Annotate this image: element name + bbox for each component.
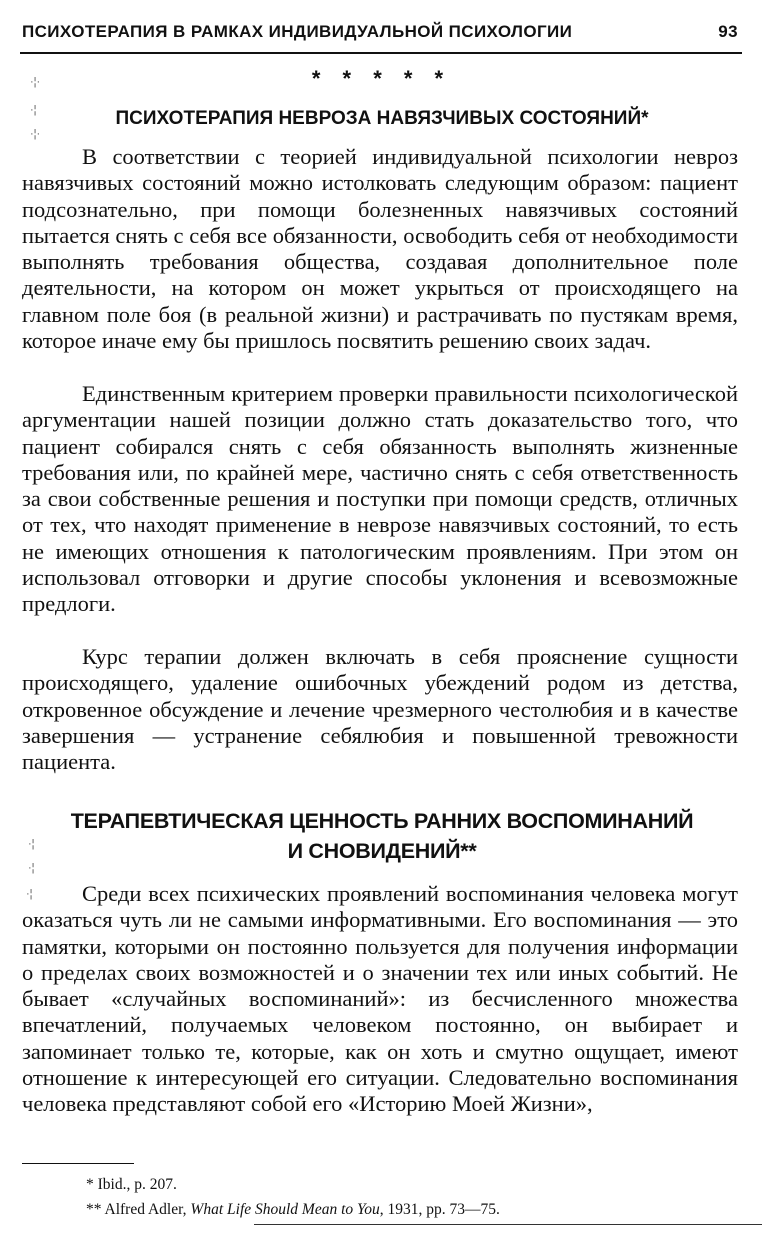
section-title-line-1: ТЕРАПЕВТИЧЕСКАЯ ЦЕННОСТЬ РАННИХ ВОСПОМИНАНИЙ (70, 809, 694, 833)
paragraph-3: Курс терапии должен включать в себя прояснение сущности происходящего, удаление ошибочных убеждений родом из детства, откровенное обсуждение и лечение чрезмерного честолюбия и в качестве завершения — устранение себялюбия и повышенной тревожности пациента. (22, 644, 738, 775)
margin-mark: ·¦ (26, 888, 33, 900)
bottom-rule (254, 1224, 762, 1225)
paragraph-1: В соответствии с теорией индивидуальной психологии невроз навязчивых состояний можно истолковать следующим образом: пациент подсознательно, при помощи болезненных навязчивых состояний пытается снять с себя все обязанности, освободить себя от необходимости выполнять требования общества, создавая дополнительное поле деятельности, на котором он может укрыться от происходящего на главном поле боя (в реальной жизни) и растрачивать по пустякам время, которое иначе ему бы пришлось посвятить решению своих задач. (22, 144, 738, 354)
footnote-2-pages: , 1931, pp. 73—75. (379, 1201, 500, 1218)
margin-mark: ·¦ (28, 862, 35, 874)
margin-mark: ·¦ (28, 838, 35, 850)
footnote-2-title: What Life Should Mean to You (190, 1201, 380, 1218)
section-title-obsessive-neurosis: ПСИХОТЕРАПИЯ НЕВРОЗА НАВЯЗЧИВЫХ СОСТОЯНИЙ* (115, 108, 649, 129)
page-number: 93 (718, 22, 738, 41)
header-rule (20, 52, 742, 54)
footnote-1: * Ibid., p. 207. (86, 1176, 177, 1193)
footnotes (86, 1172, 726, 1222)
footnote-rule (22, 1163, 134, 1164)
margin-mark: ·¦· (30, 128, 41, 140)
paragraph-4: Среди всех психических проявлений воспоминания человека могут оказаться чуть ли не самыми информативными. Его воспоминания — это памятки, которыми он постоянно пользуется для получения информации о пределах своих возможностей и о значении тех или иных событий. Не бывает «случайных воспоминаний»: из бесчисленного множества впечатлений, получаемых человеком постоянно, он выбирает и запоминает только те, которые, как он хоть и смутно ощущает, имеют отношение к интересующей его ситуации. Следовательно воспоминания человека представляют собой его «Историю Моей Жизни», (22, 881, 738, 1117)
margin-mark: ·¦ (30, 104, 37, 116)
running-title: ПСИХОТЕРАПИЯ В РАМКАХ ИНДИВИДУАЛЬНОЙ ПСИХОЛОГИИ (22, 22, 573, 41)
footnote-2-author: ** Alfred Adler, (86, 1201, 191, 1218)
footnote-2 (86, 1197, 726, 1222)
margin-mark: ·¦· (30, 76, 41, 88)
section-divider-stars: * * * * * (311, 66, 452, 91)
section-title-early-memories (22, 806, 742, 866)
paragraph-2: Единственным критерием проверки правильности психологической аргументации нашей позиции должно стать доказательство того, что пациент собирался снять с себя обязанность выполнять жизненные требования или, по крайней мере, частично снять с себя ответственность за свои собственные решения и поступки при помощи средств, отличных от тех, что находят применение в неврозе навязчивых состояний, то есть не имеющих отношения к патологическим проявлениям. При этом он использовал отговорки и другие способы уклонения и всевозможные предлоги. (22, 381, 738, 617)
running-header (22, 22, 738, 42)
section-title-line-2: И СНОВИДЕНИЙ** (287, 839, 477, 863)
